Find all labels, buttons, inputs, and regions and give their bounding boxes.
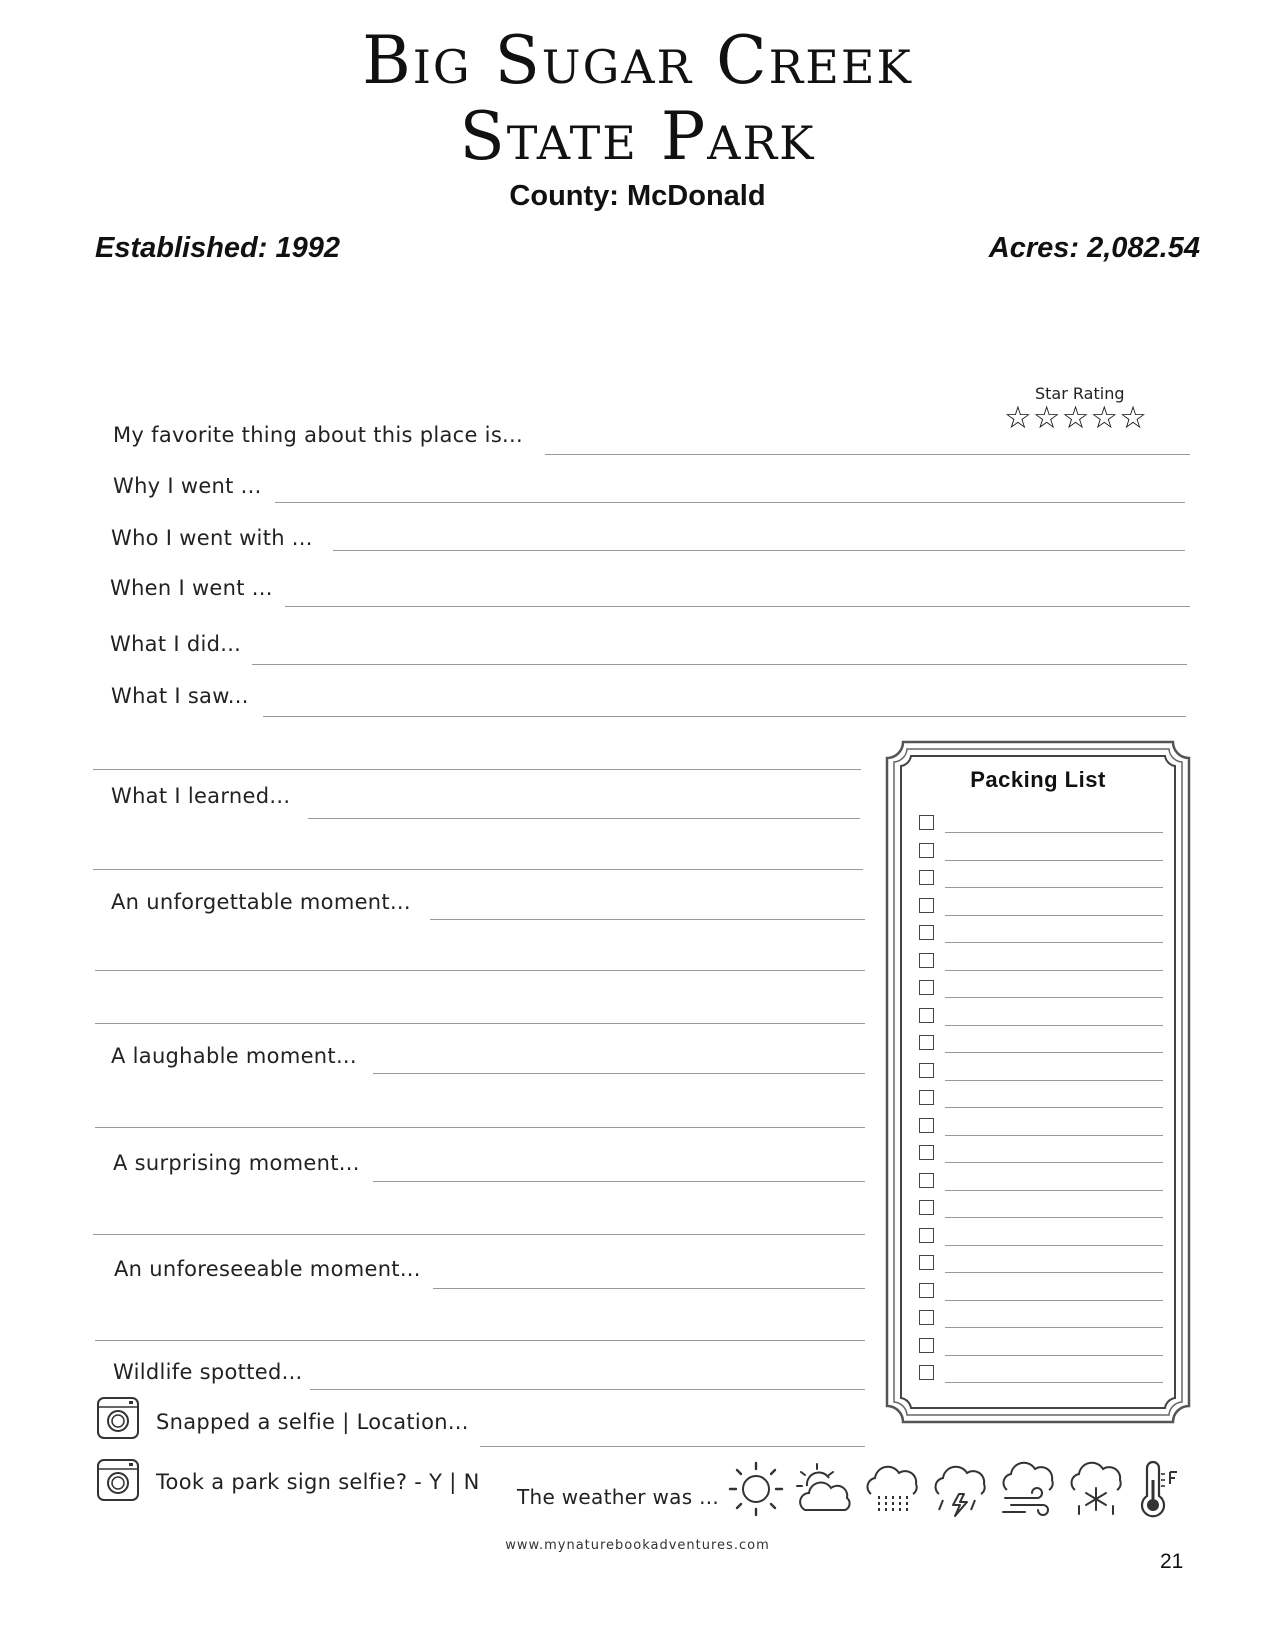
star-rating-label: Star Rating [1035,384,1125,403]
line-unforgettable-3[interactable] [95,1023,865,1024]
packing-item-checkbox[interactable] [919,1255,934,1270]
snow-icon[interactable] [1065,1460,1127,1518]
prompt-surprising: A surprising moment... [113,1151,360,1175]
line-saw[interactable] [263,716,1186,717]
packing-item-checkbox[interactable] [919,1200,934,1215]
prompt-wildlife: Wildlife spotted... [113,1360,303,1384]
packing-item-line[interactable] [945,887,1163,888]
packing-item-line[interactable] [945,1272,1163,1273]
prompt-unforgettable: An unforgettable moment... [111,890,411,914]
packing-item-checkbox[interactable] [919,1338,934,1353]
packing-item-line[interactable] [945,1245,1163,1246]
prompt-learned: What I learned... [111,784,291,808]
packing-item-checkbox[interactable] [919,1145,934,1160]
prompt-sign-selfie: Took a park sign selfie? - Y | N [156,1470,480,1494]
packing-item-checkbox[interactable] [919,1365,934,1380]
windy-icon[interactable] [997,1460,1059,1518]
line-learned[interactable] [308,818,860,819]
packing-item-line[interactable] [945,997,1163,998]
packing-item-checkbox[interactable] [919,1310,934,1325]
packing-item-line[interactable] [945,832,1163,833]
packing-item-checkbox[interactable] [919,1173,934,1188]
packing-item-checkbox[interactable] [919,925,934,940]
packing-item-line[interactable] [945,1355,1163,1356]
packing-item-checkbox[interactable] [919,1008,934,1023]
thunderstorm-icon[interactable] [929,1460,991,1518]
packing-item-line[interactable] [945,1107,1163,1108]
prompt-favorite: My favorite thing about this place is... [113,423,523,447]
line-wildlife[interactable] [310,1389,865,1390]
star-rating[interactable]: ☆☆☆☆☆ [1004,400,1148,436]
packing-item-line[interactable] [945,1190,1163,1191]
line-favorite[interactable] [545,454,1190,455]
prompt-unforeseeable: An unforeseeable moment... [114,1257,421,1281]
packing-item-line[interactable] [945,1135,1163,1136]
line-learned-2[interactable] [93,869,863,870]
packing-item-checkbox[interactable] [919,1228,934,1243]
packing-item-line[interactable] [945,1300,1163,1301]
packing-list-title: Packing List [970,767,1106,792]
line-saw-2[interactable] [93,769,861,770]
packing-item-line[interactable] [945,1382,1163,1383]
county-label: County: McDonald [509,180,766,212]
packing-item-checkbox[interactable] [919,1035,934,1050]
prompt-who: Who I went with ... [111,526,313,550]
packing-item-checkbox[interactable] [919,898,934,913]
prompt-did: What I did... [110,632,242,656]
line-laughable-2[interactable] [95,1127,865,1128]
camera-icon[interactable] [96,1396,140,1440]
prompt-selfie-location: Snapped a selfie | Location... [156,1410,469,1434]
rain-icon[interactable] [861,1460,923,1518]
packing-item-checkbox[interactable] [919,870,934,885]
packing-item-checkbox[interactable] [919,1090,934,1105]
park-title-line1: Big Sugar Creek [362,22,913,99]
partly-cloudy-icon[interactable] [793,1460,855,1518]
line-laughable[interactable] [373,1073,865,1074]
line-selfie-location[interactable] [480,1446,865,1447]
prompt-why: Why I went ... [113,474,262,498]
packing-item-line[interactable] [945,942,1163,943]
acres-label: Acres: 2,082.54 [988,232,1200,264]
packing-item-line[interactable] [945,1162,1163,1163]
prompt-saw: What I saw... [111,684,249,708]
park-title-line2: State Park [459,98,816,175]
packing-item-checkbox[interactable] [919,1063,934,1078]
line-surprising-2[interactable] [93,1234,865,1235]
established-label: Established: 1992 [95,232,340,264]
line-who[interactable] [333,550,1185,551]
prompt-laughable: A laughable moment... [111,1044,357,1068]
line-did[interactable] [252,664,1187,665]
line-why[interactable] [275,502,1185,503]
weather-label: The weather was ... [517,1485,720,1509]
packing-item-checkbox[interactable] [919,843,934,858]
packing-item-line[interactable] [945,1052,1163,1053]
packing-item-line[interactable] [945,1217,1163,1218]
sunny-icon[interactable] [725,1460,787,1518]
thermometer-icon[interactable] [1135,1460,1181,1518]
line-unforeseeable-2[interactable] [95,1340,865,1341]
packing-item-checkbox[interactable] [919,953,934,968]
page-number: 21 [1160,1550,1184,1573]
line-unforeseeable[interactable] [433,1288,865,1289]
packing-item-checkbox[interactable] [919,815,934,830]
packing-item-line[interactable] [945,970,1163,971]
line-unforgettable-2[interactable] [95,970,865,971]
packing-item-line[interactable] [945,860,1163,861]
packing-item-checkbox[interactable] [919,1118,934,1133]
footer-url: www.mynaturebookadventures.com [505,1538,770,1553]
line-when[interactable] [285,606,1190,607]
prompt-when: When I went ... [110,576,273,600]
packing-item-line[interactable] [945,1025,1163,1026]
packing-item-line[interactable] [945,915,1163,916]
line-surprising[interactable] [373,1181,865,1182]
packing-item-checkbox[interactable] [919,980,934,995]
packing-item-checkbox[interactable] [919,1283,934,1298]
packing-item-line[interactable] [945,1327,1163,1328]
camera-icon[interactable] [96,1458,140,1502]
line-unforgettable[interactable] [430,919,865,920]
packing-item-line[interactable] [945,1080,1163,1081]
